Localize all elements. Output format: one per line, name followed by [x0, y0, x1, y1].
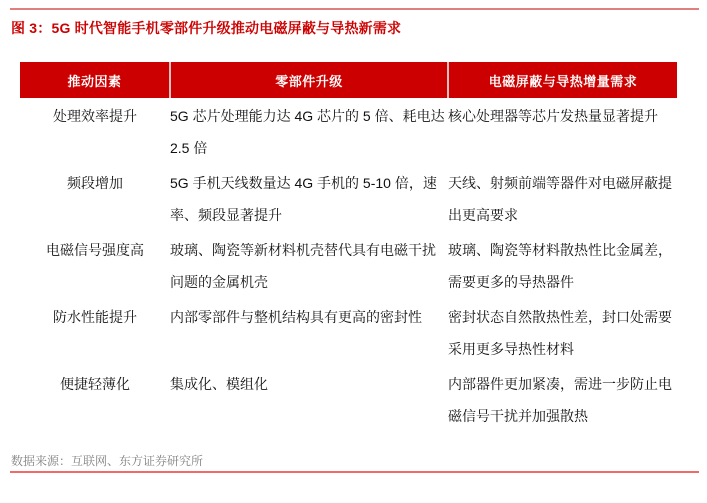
top-divider-line: [10, 8, 699, 10]
data-source-note: 数据来源：互联网、东方证券研究所: [11, 454, 204, 468]
cell-upgrade: 玻璃、陶瓷等新材料机壳替代具有电磁干扰问题的金属机壳: [170, 242, 436, 290]
cell-demand: 密封状态自然散热性差，封口处需要采用更多导热性材料: [448, 309, 672, 357]
figure-title: 图 3：5G 时代智能手机零部件升级推动电磁屏蔽与导热新需求: [11, 20, 402, 36]
table-row: [20, 98, 677, 165]
table-row: [20, 232, 677, 299]
header-driving-factor: 推动因素: [20, 62, 170, 98]
header-component-upgrade: 零部件升级: [170, 62, 448, 98]
cell-upgrade: 5G 手机天线数量达 4G 手机的 5-10 倍，速率、频段显著提升: [170, 175, 437, 223]
header-shielding-demand: 电磁屏蔽与导热增量需求: [448, 62, 677, 98]
cell-upgrade: 集成化、模组化: [170, 376, 268, 392]
cell-demand: 玻璃、陶瓷等材料散热性比金属差，需要更多的导热器件: [448, 242, 672, 290]
cell-factor: 电磁信号强度高: [46, 242, 144, 258]
table-row: [20, 299, 677, 366]
table-row: [20, 165, 677, 232]
cell-upgrade: 5G 芯片处理能力达 4G 芯片的 5 倍、耗电达 2.5 倍: [170, 108, 445, 156]
cell-demand: 内部器件更加紧凑，需进一步防止电磁信号干扰并加强散热: [448, 376, 672, 424]
cell-upgrade: 内部零部件与整机结构具有更高的密封性: [170, 309, 422, 325]
factors-table: [20, 62, 677, 433]
cell-factor: 防水性能提升: [53, 309, 137, 325]
cell-factor: 处理效率提升: [53, 108, 137, 124]
bottom-divider-line: [10, 471, 699, 473]
cell-demand: 天线、射频前端等器件对电磁屏蔽提出更高要求: [448, 175, 672, 223]
table-row: [20, 366, 677, 433]
table-header-row: [20, 62, 677, 98]
cell-demand: 核心处理器等芯片发热量显著提升: [448, 108, 658, 124]
cell-factor: 频段增加: [67, 175, 123, 191]
cell-factor: 便捷轻薄化: [60, 376, 130, 392]
